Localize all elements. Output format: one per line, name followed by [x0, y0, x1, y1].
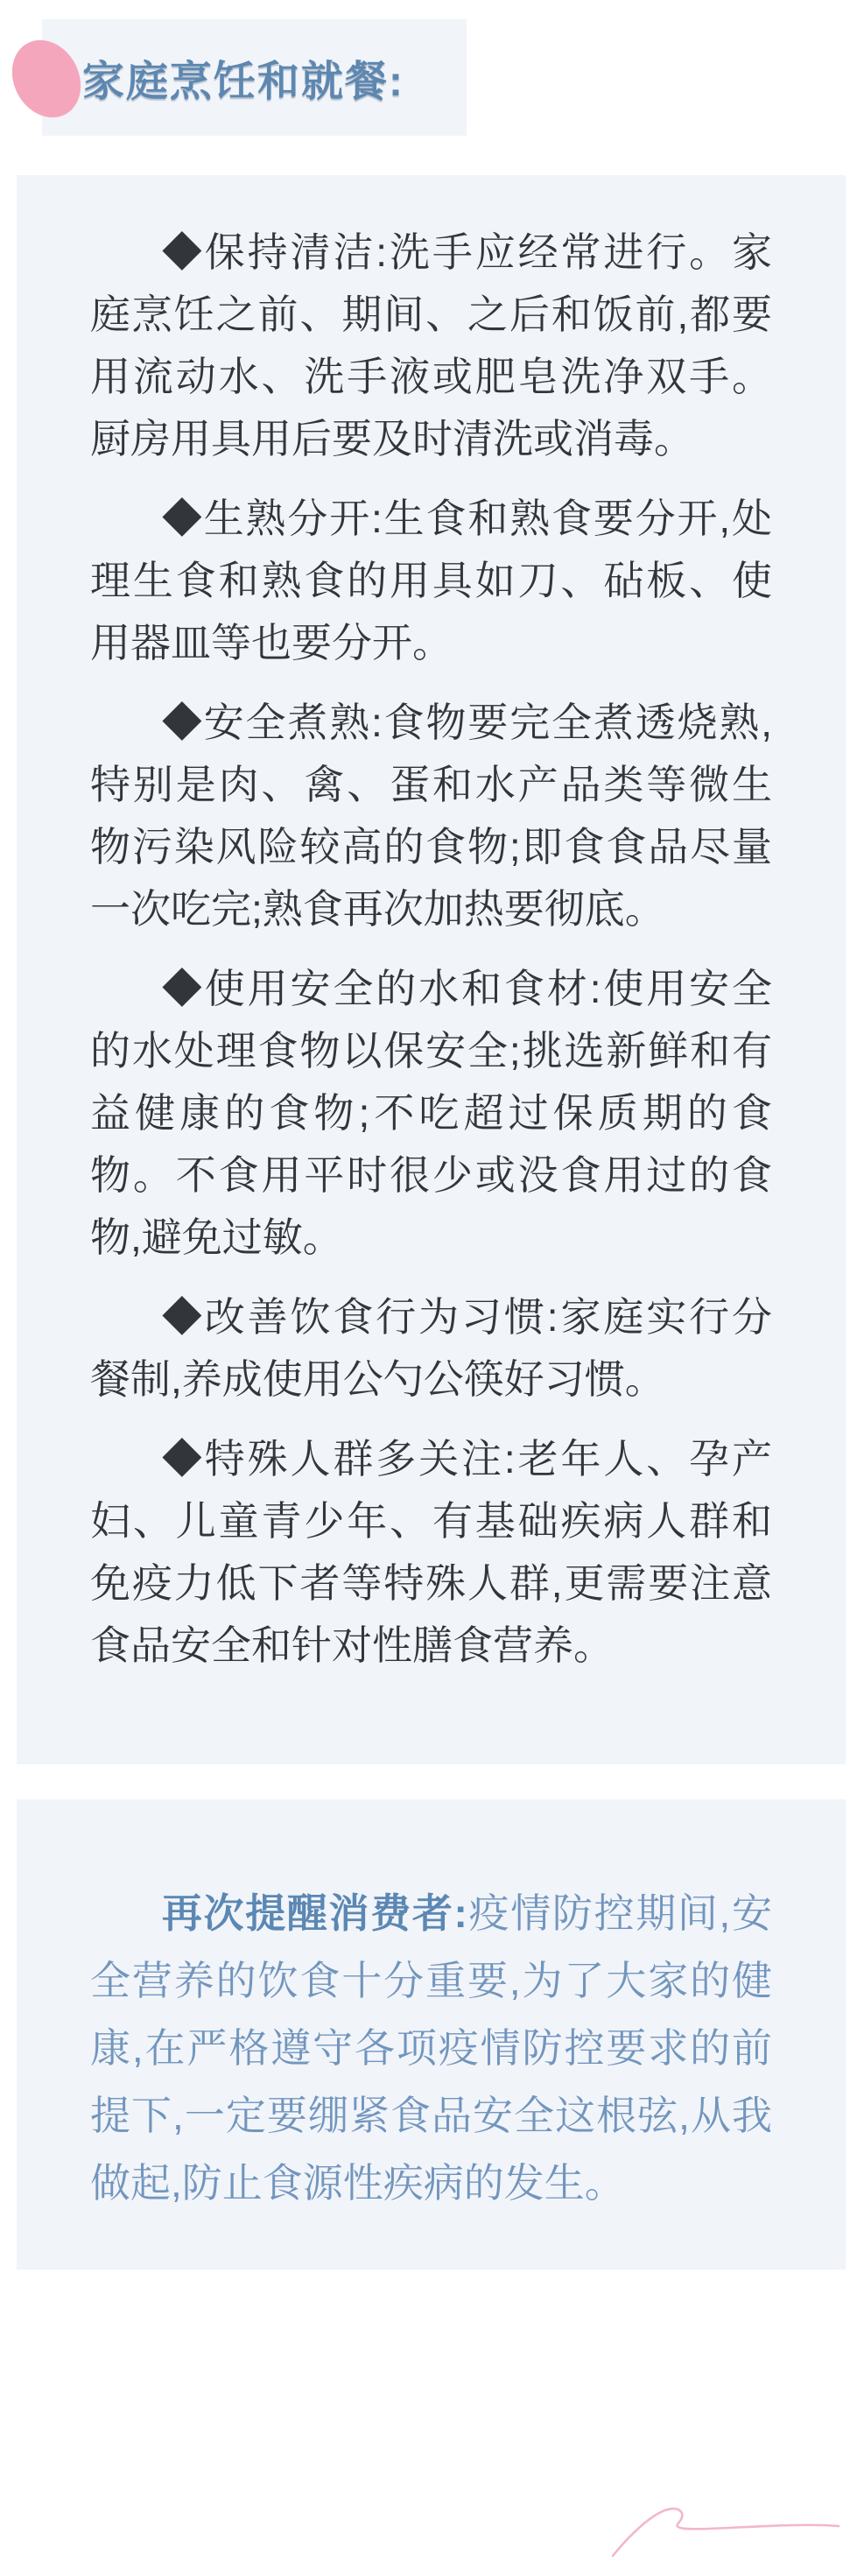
reminder-paragraph [90, 1880, 772, 2217]
tip-paragraph-dining-habits: ◆改善饮食行为习惯:家庭实行分餐制,养成使用公勺公筷好习惯。 [90, 1294, 772, 1402]
pink-swoosh-path [613, 2509, 839, 2556]
reminder-body: 疫情防控期间,安全营养的饮食十分重要,为了大家的健康,在严格遵守各项疫情防控要求的前提下,一定要绷紧食品安全这根弦,从我做起,防止食源性疾病的发生。 [90, 1890, 772, 2206]
tip-paragraph-keep-clean: ◆保持清洁:洗手应经常进行。家庭烹饪之前、期间、之后和饭前,都要用流动水、洗手液或肥皂洗净双手。厨房用具用后要及时清洗或消毒。 [90, 229, 772, 461]
tips-panel [17, 175, 846, 1764]
tip-paragraph-special-groups: ◆特殊人群多关注:老年人、孕产妇、儿童青少年、有基础疾病人群和免疫力低下者等特殊人群,更需要注意食品安全和针对性膳食营养。 [90, 1436, 772, 1668]
section-title: 家庭烹饪和就餐: [82, 59, 404, 105]
reminder-panel [17, 1799, 846, 2270]
pink-swoosh-decoration [569, 2462, 864, 2576]
tip-paragraph-safe-water-ingredients: ◆使用安全的水和食材:使用安全的水处理食物以保安全;挑选新鲜和有益健康的食物;不吃超过保质期的食物。不食用平时很少或没食用过的食物,避免过敏。 [90, 966, 772, 1260]
reminder-lead: 再次提醒消费者: [161, 1890, 467, 1936]
tip-paragraph-raw-cooked-separate: ◆生熟分开:生食和熟食要分开,处理生食和熟食的用具如刀、砧板、使用器皿等也要分开。 [90, 496, 772, 665]
section-header [42, 19, 467, 136]
tip-paragraph-cook-thoroughly: ◆安全煮熟:食物要完全煮透烧熟,特别是肉、禽、蛋和水产品类等微生物污染风险较高的食物;即食食品尽量一次吃完;熟食再次加热要彻底。 [90, 700, 772, 932]
article-page [0, 19, 864, 2576]
